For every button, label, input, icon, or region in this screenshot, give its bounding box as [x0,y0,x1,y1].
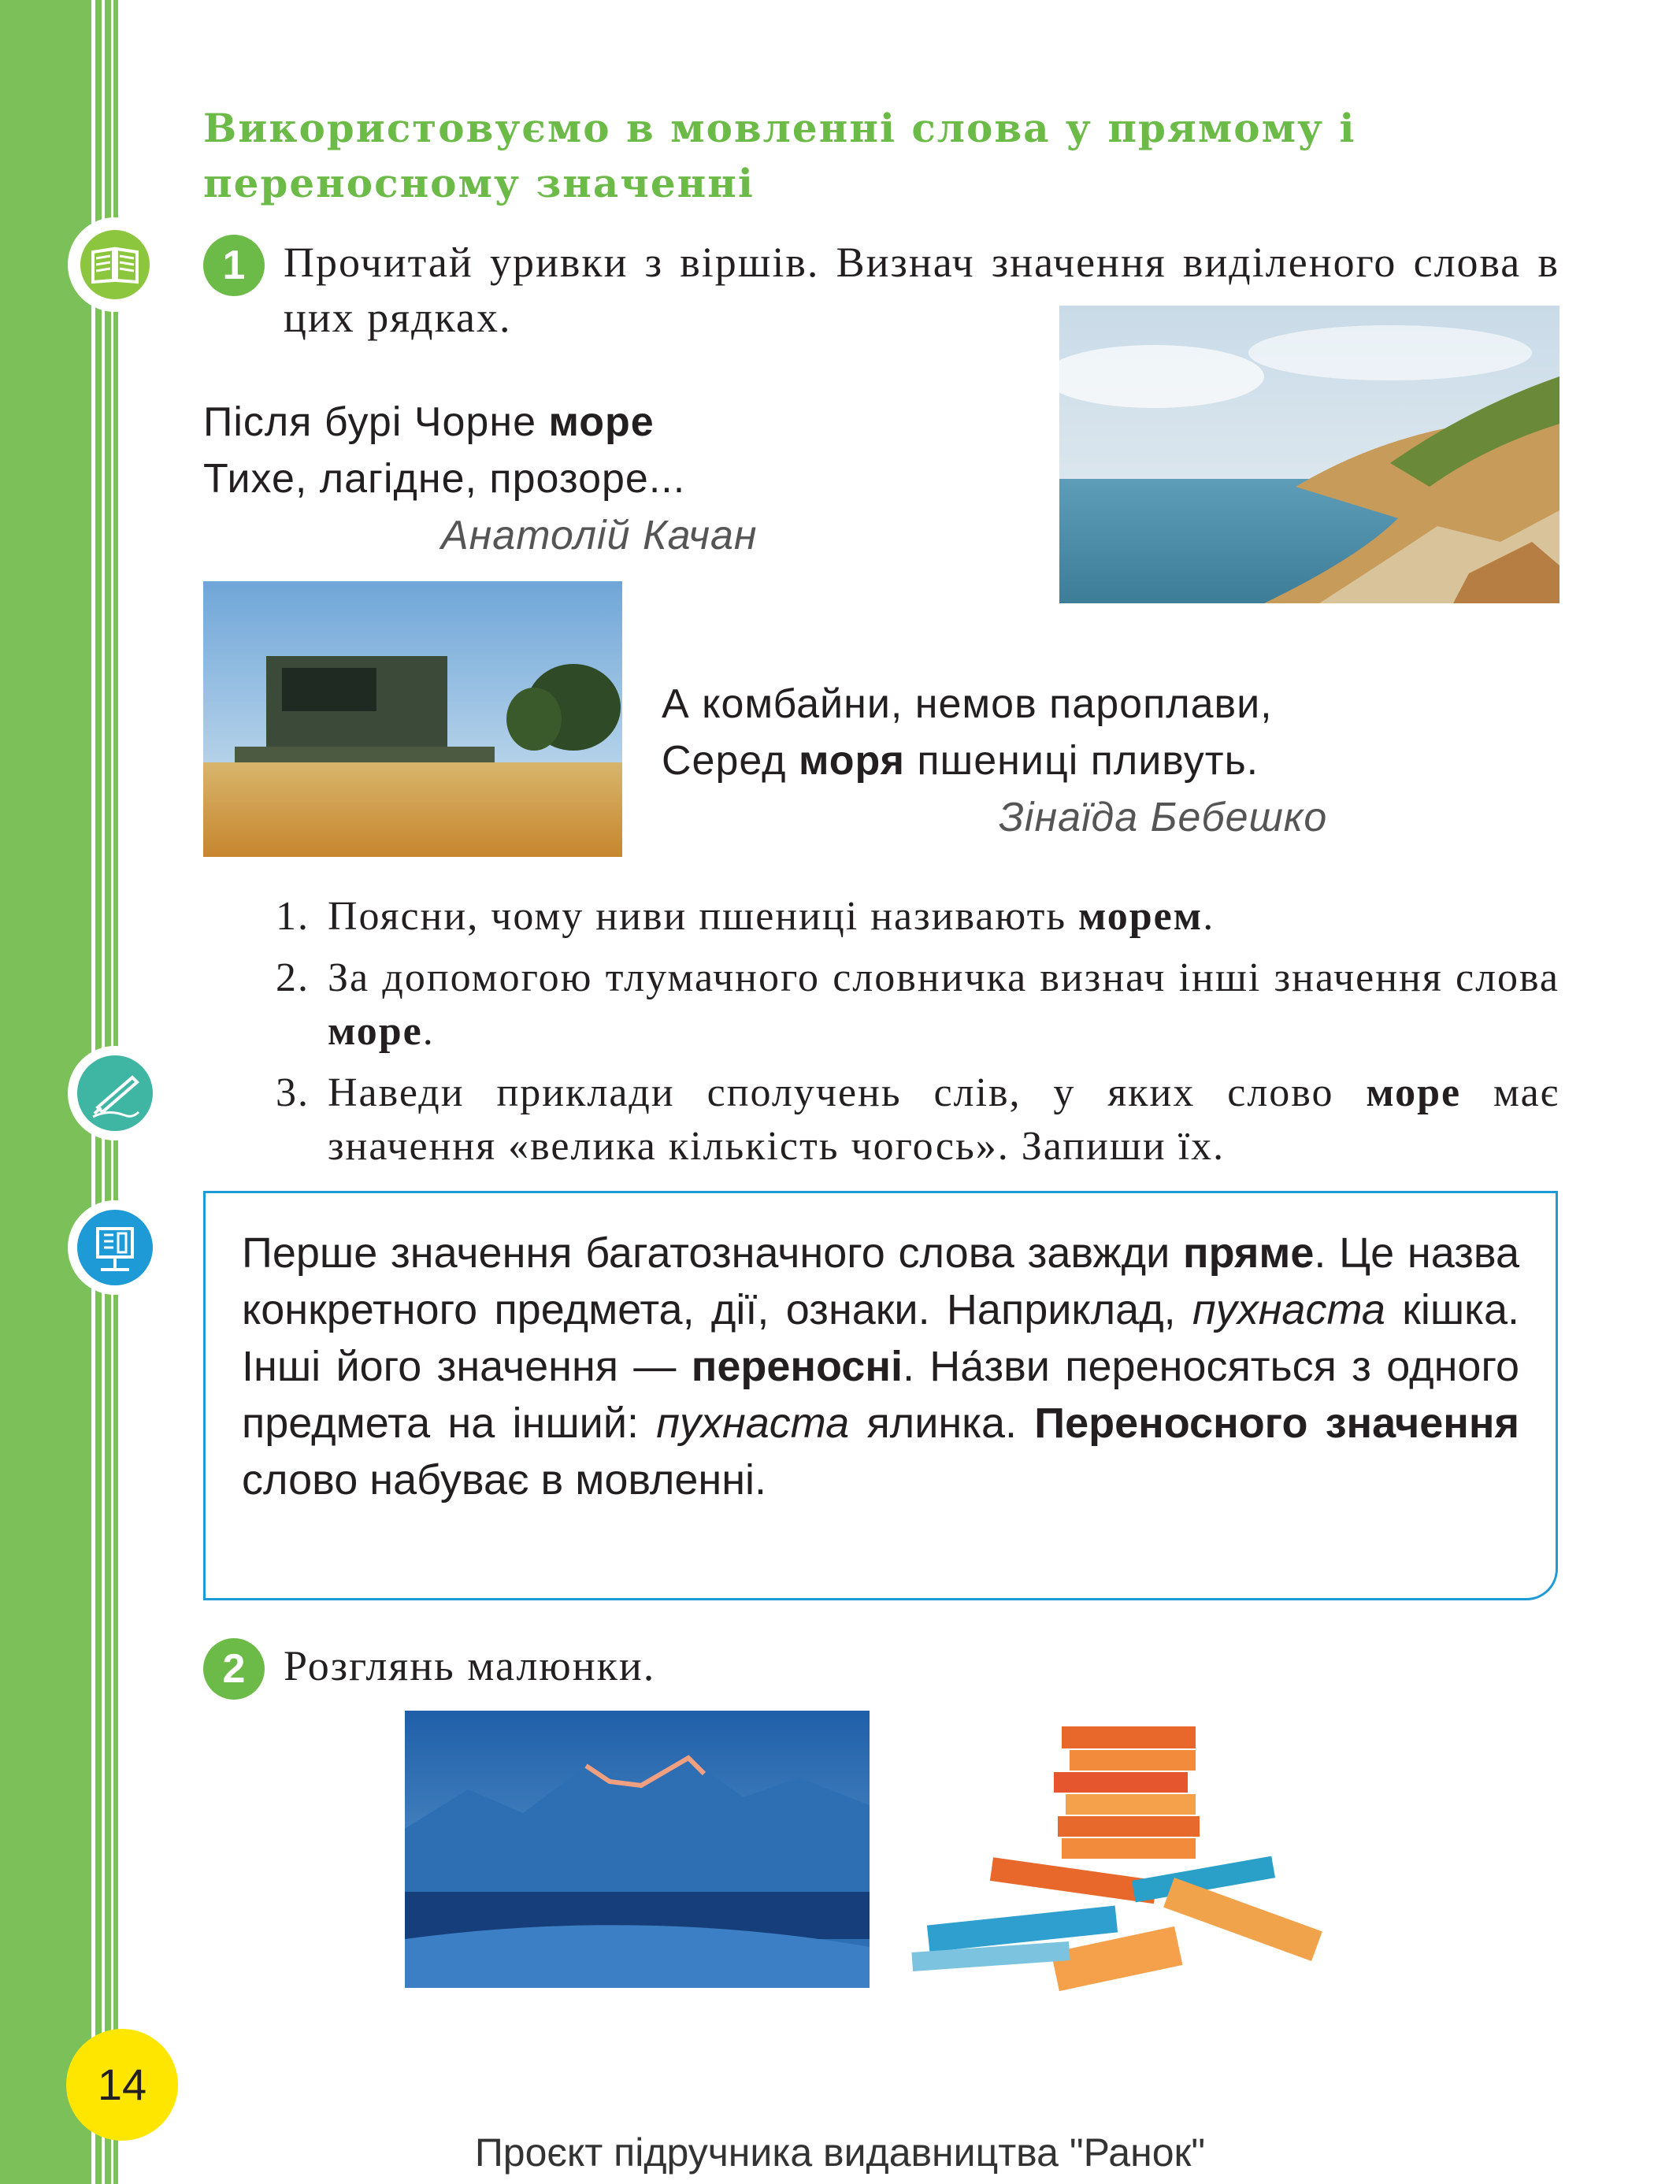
highlighted-word: море [328,1009,423,1054]
poem-author: Анатолій Качан [441,513,758,558]
question-text: . [1203,894,1215,939]
question-text: . [422,1009,435,1054]
question-item [276,890,1559,944]
rule-segment: . На́зви переносяться з одного предмета на інший: [242,1343,1520,1447]
highlighted-word: морем [1078,894,1203,939]
highlighted-word: море [548,399,655,445]
mountains-photo [405,1711,870,1988]
task-instruction: Розглянь малюнки. [284,1642,656,1689]
rule-segment: слово набуває в мовленні. [242,1456,767,1504]
question-text: Поясни, чому ниви пшениці називають [328,894,1079,939]
question-number: 1. [276,894,310,939]
poem-excerpt-1 [203,394,849,564]
question-text: Наведи приклади сполучень слів, у яких слово [328,1070,1367,1115]
question-number: 3. [276,1070,310,1115]
pen-icon [71,1049,159,1137]
rule-term: Переносного значення [1034,1400,1519,1447]
section-title: Використовуємо в мовленні слова у прямому і переносному значенні [203,105,1356,206]
question-number: 2. [276,955,310,1000]
poem-text: Серед [662,738,799,784]
rule-example: пухнаста [656,1400,850,1447]
rule-segment: Перше значення багатозначного слова завжди [242,1229,1183,1277]
task-number-badge: 2 [203,1638,265,1700]
footer-text: Проєкт підручника видавництва "Ранок" [474,2130,1206,2175]
poem-line: Тихе, лагідне, прозоре... [203,456,686,502]
poem-author: Зінаїда Бебешко [999,795,1328,840]
task-number-badge: 1 [203,235,265,296]
task-instruction: Прочитай уривки з віршів. Визнач значення виділеного слова в цих рядках. [284,239,1559,341]
highlighted-word: море [1366,1070,1462,1115]
rule-segment: . Це назва конкретного предмета, дії, ознаки. Наприклад, [242,1229,1520,1333]
question-text: має значення «велика кількість чогось». Запиши їх. [328,1070,1560,1169]
question-text: За допомогою тлумачного словничка визнач інші значення слова [328,955,1559,1000]
highlighted-word: моря [798,738,905,784]
books-stack-photo [896,1719,1353,2002]
question-item [276,1066,1559,1174]
rule-example: пухнаста [1192,1286,1385,1333]
page-number: 14 [66,2029,178,2141]
book-icon [71,221,159,309]
rule-text [242,1225,1519,1508]
question-item [276,951,1559,1059]
library-icon [71,1203,159,1292]
rule-term: пряме [1183,1229,1315,1277]
question-list [276,890,1559,1181]
rule-box [203,1191,1558,1600]
poem-excerpt-2 [662,676,1559,846]
poem-line [203,394,849,451]
poem-line [662,732,1559,789]
combine-harvester-photo [203,581,622,857]
poem-text: Після бурі Чорне [203,399,549,445]
rule-segment: ялинка. [849,1400,1035,1447]
sea-photo [1059,306,1559,603]
poem-text: пшениці пливуть. [904,738,1259,784]
rule-term: переносні [691,1343,903,1390]
poem-line: А комбайни, немов пароплави, [662,681,1273,727]
rule-segment: кішка. Інші його значення — [242,1286,1519,1390]
